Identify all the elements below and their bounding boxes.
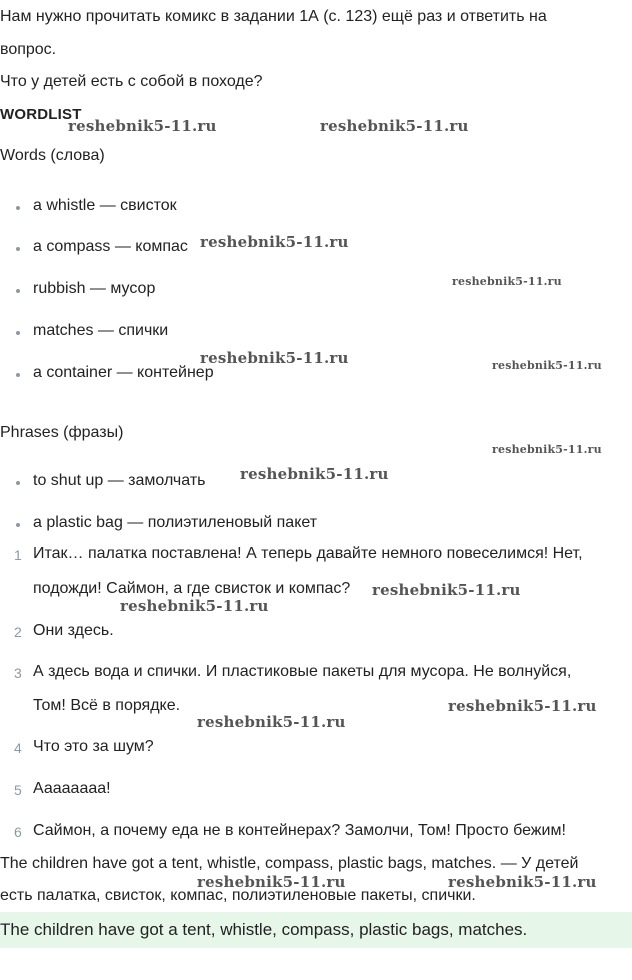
- list-item-text: rubbish — мусор: [33, 280, 156, 297]
- item-number: 1: [14, 547, 22, 563]
- conclusion-line-1: The children have got a tent, whistle, compass, plastic bags, matches. — У детей: [0, 855, 579, 872]
- item-number: 2: [14, 624, 22, 640]
- watermark: reshebnik5-11.ru: [200, 233, 349, 251]
- watermark: reshebnik5-11.ru: [452, 275, 562, 288]
- watermark: reshebnik5-11.ru: [492, 359, 602, 372]
- item-number: 3: [14, 665, 22, 681]
- intro-line-1: Нам нужно прочитать комикс в задании 1А (с. 123) ещё раз и ответить на: [0, 8, 547, 25]
- item-number: 5: [14, 782, 22, 798]
- watermark: reshebnik5-11.ru: [68, 117, 217, 135]
- translation-line: Саймон, а почему еда не в контейнерах? Замолчи, Том! Просто бежим!: [33, 822, 566, 839]
- translation-line: Итак… палатка поставлена! А теперь давайте немного повеселимся! Нет,: [33, 545, 583, 562]
- watermark: reshebnik5-11.ru: [200, 349, 349, 367]
- list-item-text: a compass — компас: [33, 238, 188, 255]
- watermark: reshebnik5-11.ru: [492, 443, 602, 456]
- watermark: reshebnik5-11.ru: [240, 465, 389, 483]
- list-item-text: a container — контейнер: [33, 364, 214, 381]
- translation-line: Аааааааа!: [33, 780, 111, 797]
- watermark: reshebnik5-11.ru: [448, 697, 597, 715]
- list-item-text: matches — спички: [33, 322, 169, 339]
- answer-box: [0, 912, 632, 948]
- answer-text: The children have got a tent, whistle, compass, plastic bags, matches.: [0, 920, 528, 939]
- watermark: reshebnik5-11.ru: [197, 873, 346, 891]
- list-item-text: a whistle — свисток: [33, 197, 177, 214]
- watermark: reshebnik5-11.ru: [320, 117, 469, 135]
- intro-line-2: вопрос.: [0, 41, 57, 58]
- conclusion-line-2: есть палатка, свисток, компас, полиэтиленовые пакеты, спички.: [0, 887, 476, 904]
- question-text: Что у детей есть с собой в походе?: [0, 73, 263, 90]
- item-number: 4: [14, 740, 22, 756]
- list-item-text: to shut up — замолчать: [33, 472, 206, 489]
- words-heading: Words (слова): [0, 147, 105, 164]
- item-number: 6: [14, 824, 22, 840]
- translation-line: Они здесь.: [33, 622, 114, 639]
- translation-line: А здесь вода и спички. И пластиковые пакеты для мусора. Не волнуйся,: [33, 663, 572, 680]
- translation-line: подожди! Саймон, а где свисток и компас?: [33, 580, 351, 597]
- phrases-heading: Phrases (фразы): [0, 424, 124, 441]
- watermark: reshebnik5-11.ru: [372, 581, 521, 599]
- wordlist-heading: WORDLIST: [0, 106, 82, 123]
- translation-line: Том! Всё в порядке.: [33, 697, 181, 714]
- list-item-text: a plastic bag — полиэтиленовый пакет: [33, 514, 318, 531]
- watermark: reshebnik5-11.ru: [120, 597, 269, 615]
- watermark: reshebnik5-11.ru: [197, 713, 346, 731]
- translation-line: Что это за шум?: [33, 738, 154, 755]
- watermark: reshebnik5-11.ru: [448, 873, 597, 891]
